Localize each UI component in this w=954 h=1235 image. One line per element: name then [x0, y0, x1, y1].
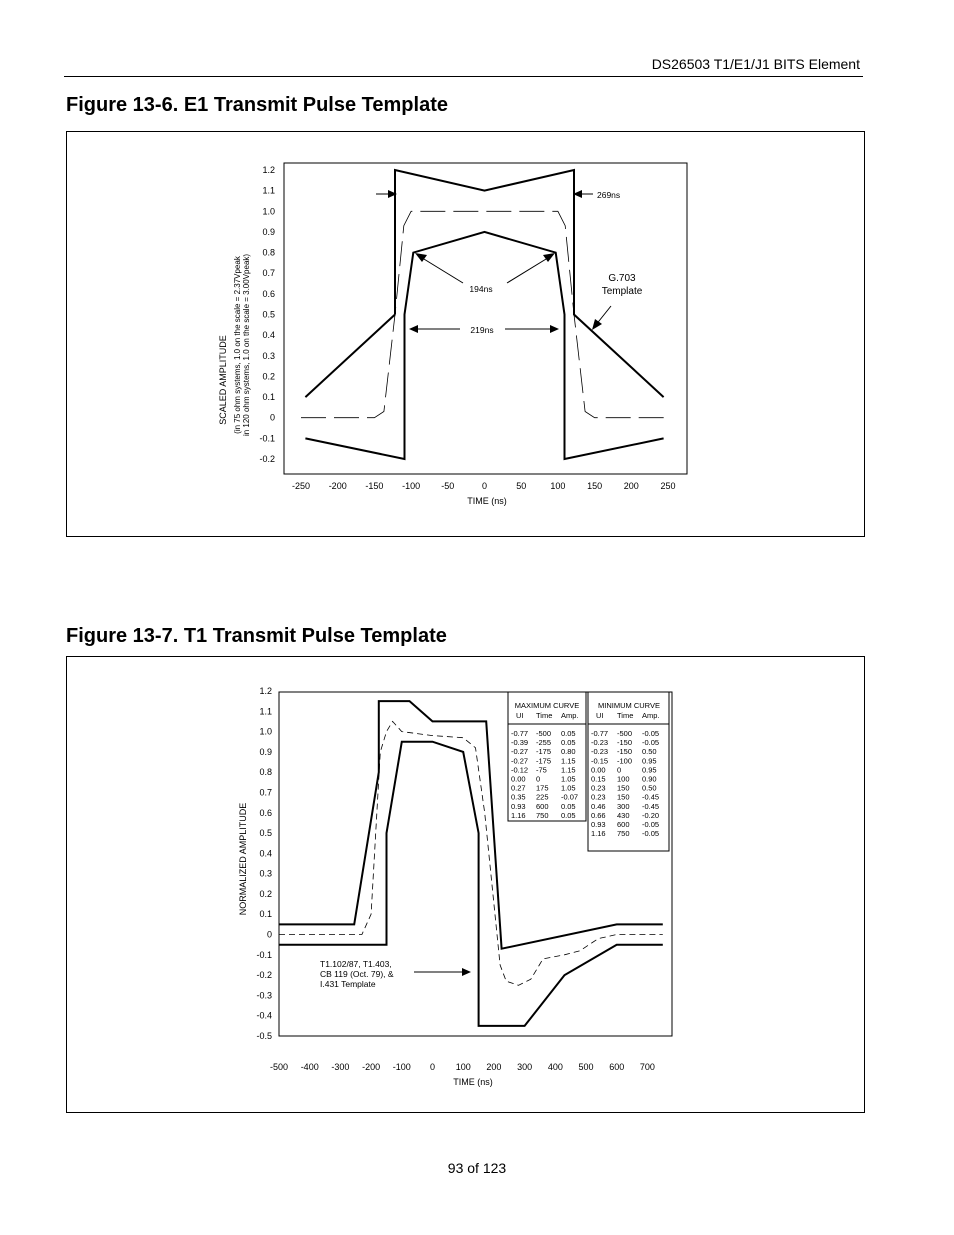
- e1-y-tick-label: 0.3: [262, 350, 275, 361]
- e1-x-axis-label: TIME (ns): [467, 496, 507, 506]
- t1-max_table-cell: 0.80: [561, 747, 576, 757]
- t1-min_table-cell: -150: [617, 747, 633, 757]
- t1-template-note: [320, 959, 471, 989]
- e1-plot-frame: [284, 163, 687, 474]
- t1-min_table-cell: 0.93: [591, 820, 606, 829]
- t1-y-tick-label: 0.2: [259, 888, 272, 899]
- t1-x-tick-label: 0: [430, 1062, 436, 1072]
- t1-min_table-cell: 0.46: [591, 801, 606, 811]
- t1-min_table-cell: 150: [617, 783, 630, 793]
- t1-max_table-cell: -255: [536, 738, 552, 748]
- t1-x-tick-label: -500: [269, 1062, 289, 1072]
- e1-y-tick-label: 0.4: [262, 330, 275, 341]
- t1-min_table-cell: -0.45: [642, 792, 660, 802]
- t1-max_table-cell: -500: [536, 729, 552, 738]
- t1-y-tick-label: 0: [266, 929, 272, 940]
- e1-x-tick-label: -250: [291, 481, 311, 491]
- e1-y-tick-label: 0.7: [262, 268, 275, 279]
- e1-y-tick-label: 0.5: [262, 309, 275, 320]
- t1-y-tick-label: 0.8: [259, 767, 272, 778]
- t1-min_table-cell: 0.50: [642, 783, 657, 793]
- t1-max_table-cell: -0.77: [511, 729, 529, 738]
- e1-chart: [67, 132, 864, 536]
- t1-min_table-cell: 100: [617, 774, 630, 784]
- e1-194ns-marker: [415, 253, 555, 294]
- figure-e1-title: Figure 13-6. E1 Transmit Pulse Template: [66, 94, 448, 116]
- t1-max_table-cell: -0.27: [511, 747, 529, 757]
- t1-note-line-1: T1.102/87, T1.403,: [320, 959, 392, 969]
- t1-min_table-cell: 0.50: [642, 747, 657, 757]
- t1-min_table-cell: 0.95: [642, 765, 657, 775]
- t1-min_table-cell: -0.15: [591, 756, 609, 766]
- t1-max_table-cell: 1.16: [511, 810, 526, 820]
- e1-x-tick-label: 0: [481, 481, 488, 491]
- t1-x-axis-label: TIME (ns): [453, 1077, 493, 1087]
- e1-x-tick-label: -100: [402, 481, 421, 491]
- t1-y-tick-label: 0.1: [259, 909, 272, 920]
- t1-max_table-cell: 225: [536, 792, 549, 802]
- t1-max_table-cell: 750: [536, 810, 549, 820]
- t1-x-tick-label: -400: [300, 1062, 319, 1072]
- t1-min_table-cell: -0.05: [642, 738, 660, 748]
- document-title: DS26503 T1/E1/J1 BITS Element: [651, 56, 860, 72]
- t1-y-tick-label: 0.5: [259, 828, 272, 839]
- e1-annotation-219ns: 219ns: [470, 325, 494, 335]
- t1-note-line-3: I.431 Template: [320, 979, 376, 989]
- t1-y-tick-label: -0.5: [256, 1031, 272, 1041]
- t1-min_table-cell: 300: [617, 801, 630, 811]
- t1-max_table-cell: -0.27: [511, 756, 529, 766]
- t1-min_table-cell: -0.45: [642, 801, 660, 811]
- t1-max_table-cell: 0.27: [511, 783, 526, 793]
- t1-max_table-header: UI: [516, 711, 524, 720]
- t1-max-table-title: MAXIMUM CURVE: [514, 701, 580, 710]
- t1-min_table-cell: 0.66: [591, 810, 606, 820]
- t1-max_table-cell: 175: [536, 783, 549, 793]
- t1-x-tick-label: -200: [362, 1062, 381, 1072]
- t1-min_table-header: UI: [596, 711, 604, 720]
- t1-y-tick-label: -0.2: [256, 970, 272, 981]
- e1-x-tick-label: 50: [516, 481, 527, 491]
- t1-x-tick-label: 600: [609, 1062, 625, 1072]
- t1-min_table-cell: -500: [617, 729, 633, 738]
- t1-max_table-cell: 0.00: [511, 774, 526, 784]
- figure-e1-box: [66, 131, 865, 537]
- t1-max_table-cell: 1.05: [561, 783, 576, 793]
- e1-y-axis-note-1: (in 75 ohm systems, 1.0 on the scale = 2.37Vpeak: [233, 256, 242, 434]
- t1-y-tick-label: 1.2: [259, 686, 272, 696]
- e1-x-tick-label: 250: [660, 481, 676, 491]
- page-number: 93 of 123: [447, 1160, 507, 1176]
- t1-chart: [67, 657, 864, 1112]
- t1-y-tick-label: 0.3: [259, 868, 272, 879]
- t1-max_table-cell: 0.93: [511, 801, 526, 811]
- t1-min_table-cell: -0.05: [642, 820, 660, 829]
- e1-y-tick-label: 0.8: [262, 247, 275, 258]
- e1-y-tick-label: -0.2: [259, 454, 275, 464]
- e1-x-tick-label: 100: [550, 481, 566, 491]
- t1-min_table-cell: -0.23: [591, 738, 609, 748]
- e1-x-tick-label: 200: [623, 481, 639, 491]
- e1-y-tick-label: -0.1: [259, 433, 275, 444]
- figure-t1-title: Figure 13-7. T1 Transmit Pulse Template: [66, 625, 447, 647]
- t1-max_table-cell: -0.12: [511, 765, 529, 775]
- e1-series-line-1: [305, 315, 395, 398]
- t1-y-tick-label: -0.1: [256, 949, 272, 960]
- e1-x-tick-label: 150: [587, 481, 603, 491]
- t1-note-line-2: CB 119 (Oct. 79), &: [320, 969, 394, 979]
- e1-y-tick-label: 1.0: [262, 206, 275, 217]
- t1-y-tick-label: 0.7: [259, 787, 272, 798]
- e1-x-tick-label: -50: [441, 481, 455, 491]
- t1-min_table-cell: 150: [617, 792, 630, 802]
- t1-max_table-cell: 600: [536, 801, 549, 811]
- t1-max_table-cell: 1.15: [561, 756, 576, 766]
- t1-y-tick-label: 0.6: [259, 807, 272, 818]
- t1-y-tick-label: 0.4: [259, 848, 272, 859]
- t1-min_table-header: Time: [617, 711, 634, 720]
- t1-min_table-cell: 1.16: [591, 829, 606, 839]
- t1-max_table-cell: 0.05: [561, 729, 576, 738]
- e1-annotation-269ns: 269ns: [597, 190, 621, 200]
- e1-y-tick-label: 1.2: [262, 165, 275, 175]
- t1-x-tick-label: 200: [486, 1062, 502, 1072]
- t1-max_table-cell: -0.39: [511, 738, 529, 748]
- t1-max_table-cell: 0.05: [561, 801, 576, 811]
- t1-min_table-cell: -0.23: [591, 747, 609, 757]
- t1-max-curve-table: [508, 692, 586, 821]
- t1-x-tick-label: 100: [455, 1062, 471, 1072]
- e1-annotation-g703: G.703: [608, 273, 636, 284]
- t1-min_table-header: Amp.: [642, 711, 660, 720]
- t1-x-tick-label: 400: [547, 1062, 563, 1072]
- t1-x-tick-label: -300: [331, 1062, 350, 1072]
- e1-y-tick-label: 0.6: [262, 288, 275, 299]
- t1-y-tick-label: -0.3: [256, 990, 272, 1001]
- t1-min_table-cell: 430: [617, 810, 630, 820]
- t1-max_table-header: Time: [536, 711, 553, 720]
- t1-max_table-cell: 0.05: [561, 810, 576, 820]
- t1-min_table-cell: -0.20: [642, 810, 660, 820]
- t1-min_table-cell: -0.05: [642, 729, 660, 738]
- e1-series-line-2: [305, 232, 663, 459]
- e1-annotation-template: Template: [601, 286, 643, 297]
- t1-y-tick-label: 1.1: [259, 706, 272, 717]
- t1-max_table-cell: 1.05: [561, 774, 576, 784]
- t1-max_table-cell: 0.35: [511, 792, 526, 802]
- t1-y-tick-label: -0.4: [256, 1010, 272, 1021]
- t1-min_table-cell: -0.05: [642, 829, 660, 839]
- e1-y-tick-label: 0.1: [262, 392, 275, 403]
- t1-min-curve-table: [588, 692, 669, 851]
- e1-219ns-marker: [409, 325, 559, 335]
- t1-max_table-cell: -0.07: [561, 792, 579, 802]
- t1-min_table-cell: 0: [617, 765, 622, 775]
- t1-y-axis-label: NORMALIZED AMPLITUDE: [238, 802, 248, 916]
- t1-min_table-cell: 750: [617, 829, 630, 839]
- t1-min_table-cell: 0.95: [642, 756, 657, 766]
- e1-y-tick-label: 0: [269, 412, 275, 423]
- e1-series-line-3: [301, 211, 668, 417]
- t1-max_table-cell: 0.05: [561, 738, 576, 748]
- t1-min_table-cell: 0.23: [591, 792, 606, 802]
- t1-min_table-cell: -100: [617, 756, 633, 766]
- figure-t1-box: [66, 656, 865, 1113]
- t1-min_table-cell: 600: [617, 820, 630, 829]
- t1-min_table-cell: 0.15: [591, 774, 606, 784]
- t1-max_table-cell: 0: [536, 774, 541, 784]
- t1-min_table-cell: 0.90: [642, 774, 657, 784]
- header-rule: [64, 76, 863, 77]
- t1-min_table-cell: 0.23: [591, 783, 606, 793]
- t1-min_table-cell: -150: [617, 738, 633, 748]
- e1-y-tick-label: 1.1: [262, 185, 275, 196]
- t1-max_table-cell: 1.15: [561, 765, 576, 775]
- e1-y-tick-label: 0.2: [262, 371, 275, 382]
- t1-x-tick-label: 500: [578, 1062, 594, 1072]
- t1-x-tick-label: 300: [517, 1062, 533, 1072]
- t1-min_table-cell: 0.00: [591, 765, 606, 775]
- e1-annotation-194ns: 194ns: [469, 284, 493, 294]
- e1-y-tick-label: 0.9: [262, 226, 275, 237]
- e1-x-tick-label: -150: [365, 481, 384, 491]
- t1-y-tick-label: 0.9: [259, 746, 272, 757]
- t1-max_table-cell: -75: [536, 765, 547, 775]
- t1-min_table-cell: -0.77: [591, 729, 609, 738]
- e1-g703-marker: [592, 273, 643, 330]
- e1-x-tick-label: -200: [328, 481, 347, 491]
- t1-x-tick-label: -100: [392, 1062, 411, 1072]
- e1-269ns-marker: [376, 190, 620, 200]
- t1-y-tick-label: 1.0: [259, 726, 272, 737]
- t1-x-tick-label: 700: [639, 1062, 655, 1072]
- t1-max_table-cell: -175: [536, 747, 552, 757]
- t1-max_table-cell: -175: [536, 756, 552, 766]
- t1-min-table-title: MINIMUM CURVE: [598, 701, 660, 710]
- e1-y-axis-note-2: in 120 ohm systems, 1.0 on the scale = 3.00Vpeak): [242, 253, 251, 437]
- t1-max_table-header: Amp.: [561, 711, 579, 720]
- e1-y-axis-label: SCALED AMPLITUDE: [218, 335, 228, 425]
